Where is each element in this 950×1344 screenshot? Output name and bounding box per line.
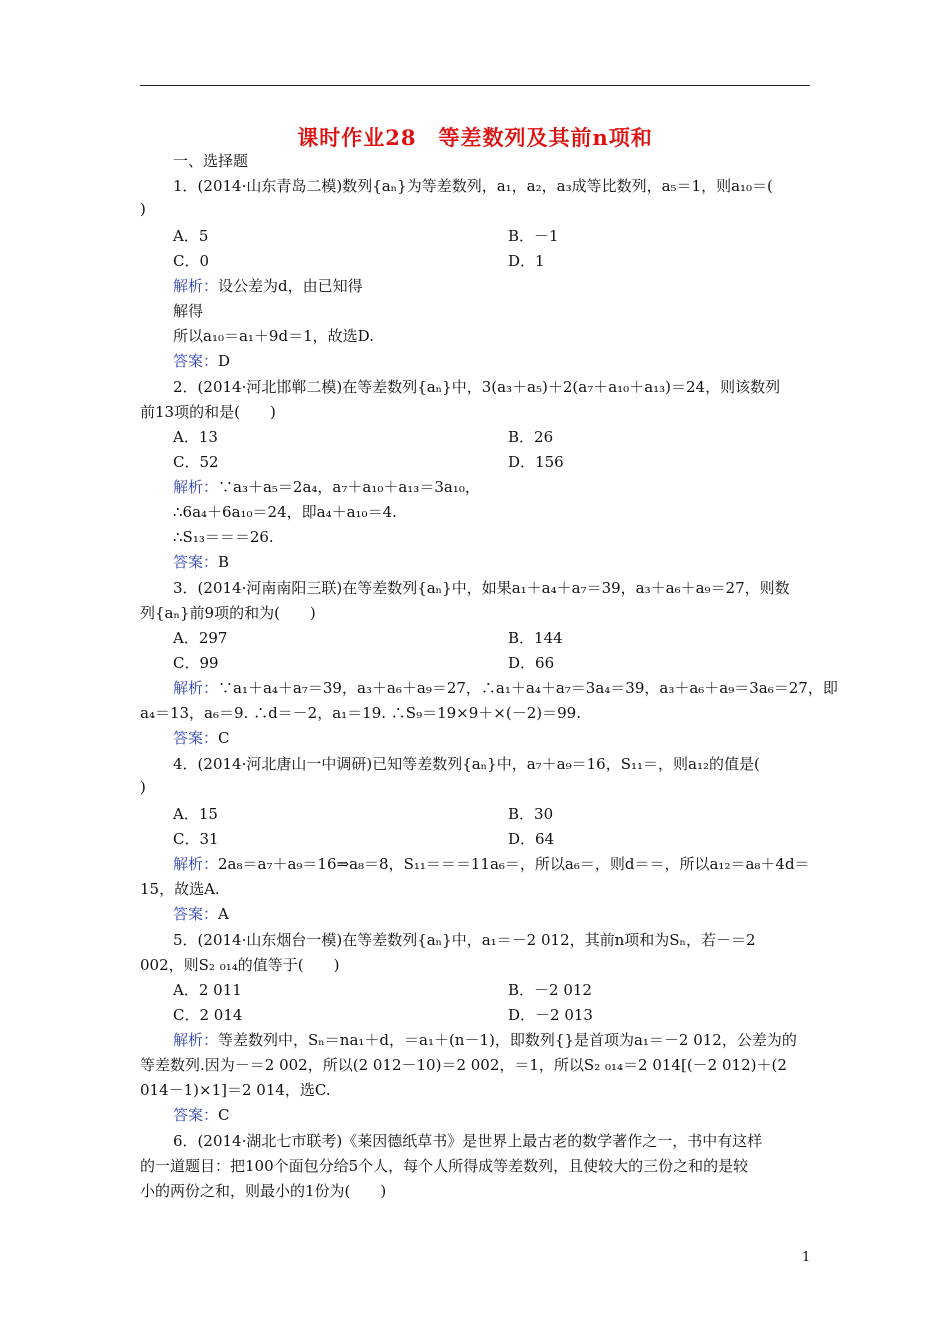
q5-analysis-text-2: 等差数列.因为－＝2 002，所以(2 012－10)＝2 002，＝1，所以S₂ ₀₁₄＝2 014[(－2 012)＋(2 [140,1056,787,1074]
q1-stem-line1: 1．(2014·山东青岛二模)数列{aₙ}为等差数列，a₁，a₂，a₃成等比数列，a₅＝1，则a₁₀＝( [173,177,773,195]
q5-analysis [173,1029,810,1050]
q1-option-c: C．0 [173,252,210,270]
analysis-label: 解析： [173,855,219,873]
q1-analysis-text-1: 设公差为d，由已知得 [218,277,363,295]
header-rule [140,85,810,86]
q3-stem-line1: 3．(2014·河南南阳三联)在等差数列{aₙ}中，如果a₁＋a₄＋a₇＝39，a₃＋a₆＋a₉＝27，则数 [173,579,790,597]
q5-analysis-text-3: 014－1)×1]＝2 014，选C. [140,1081,331,1099]
q3-option-c: C．99 [173,654,219,672]
analysis-label: 解析： [173,277,219,295]
q2-analysis-text-1: ∵a₃＋a₅＝2a₄，a₇＋a₁₀＋a₁₃＝3a₁₀， [218,478,480,496]
q4-option-b: B．30 [508,805,554,823]
q1-option-b: B．－1 [508,227,559,245]
q1-option-a: A．5 [173,227,209,245]
answer-label: 答案： [173,729,219,747]
q3-stem-line2: 列{aₙ}前9项的和为( ) [140,604,316,622]
q2-option-c: C．52 [173,453,219,471]
answer-label: 答案： [173,905,219,923]
q3-analysis [173,677,838,698]
q3-answer-value: C [218,729,230,747]
q3-option-a: A．297 [173,629,228,647]
q3-option-d: D．66 [508,654,555,672]
q4-option-d: D．64 [508,830,555,848]
q6-stem-line2: 的一道题目：把100个面包分给5个人，每个人所得成等差数列，且使较大的三份之和的是较 [140,1157,749,1175]
q4-option-a: A．15 [173,805,218,823]
q1-stem-line2: ) [140,200,146,218]
q2-stem-line1: 2．(2014·河北邯郸二模)在等差数列{aₙ}中，3(a₃＋a₅)＋2(a₇＋a₁₀＋a₁₃)＝24，则该数列 [173,378,781,396]
q1-analysis-text-3: 所以a₁₀＝a₁＋9d＝1，故选D. [173,327,374,345]
analysis-label: 解析： [173,1031,219,1049]
page-number: 1 [802,1250,811,1265]
q4-answer-value: A [218,905,229,923]
q2-analysis [173,476,810,497]
q4-option-c: C．31 [173,830,219,848]
q5-option-a: A．2 011 [173,981,242,999]
q3-option-b: B．144 [508,629,563,647]
q1-answer-value: D [218,352,231,370]
q1-analysis-text-2: 解得 [173,302,204,320]
q2-option-d: D．156 [508,453,564,471]
q1-analysis [173,275,810,296]
q3-analysis-text-1: ∵a₁＋a₄＋a₇＝39，a₃＋a₆＋a₉＝27，∴a₁＋a₄＋a₇＝3a₄＝39，a₃＋a₆＋a₉＝3a₆＝27，即 [218,679,838,697]
q2-answer [173,551,810,572]
q2-stem-line2: 前13项的和是( ) [140,403,276,421]
answer-label: 答案： [173,553,219,571]
q4-stem-line2: ) [140,778,146,796]
q4-analysis-text-1: 2a₈＝a₇＋a₉＝16⇒a₈＝8，S₁₁＝＝＝11a₆＝，所以a₆＝，则d＝＝，所以a₁₂＝a₈＋4d＝ [218,855,810,873]
page-title: 课时作业28 等差数列及其前n项和 [297,125,653,150]
q5-answer [173,1104,810,1125]
q2-answer-value: B [218,553,230,571]
q2-option-b: B．26 [508,428,554,446]
q4-answer [173,903,810,924]
q6-stem-line3: 小的两份之和，则最小的1份为( ) [140,1182,387,1200]
q5-option-b: B．－2 012 [508,981,592,999]
q5-option-d: D．－2 013 [508,1006,593,1024]
analysis-label: 解析： [173,679,219,697]
q4-analysis [173,853,810,874]
q5-stem-line1: 5．(2014·山东烟台一模)在等差数列{aₙ}中，a₁＝－2 012，其前n项和为Sₙ，若－＝2 [173,931,756,949]
q2-analysis-text-3: ∴S₁₃＝＝＝26. [173,528,274,546]
q5-analysis-text-1: 等差数列中，Sₙ＝na₁＋d，＝a₁＋(n－1)，即数列{}是首项为a₁＝－2 012，公差为的 [218,1031,797,1049]
q4-analysis-text-2: 15，故选A. [140,880,220,898]
answer-label: 答案： [173,352,219,370]
q6-stem-line1: 6．(2014·湖北七市联考)《莱因德纸草书》是世界上最古老的数学著作之一，书中有这样 [173,1132,763,1150]
section-heading: 一、选择题 [173,152,249,170]
q2-option-a: A．13 [173,428,218,446]
q3-answer [173,727,810,748]
analysis-label: 解析： [173,478,219,496]
q4-stem-line1: 4．(2014·河北唐山一中调研)已知等差数列{aₙ}中，a₇＋a₉＝16，S₁₁＝，则a₁₂的值是( [173,755,760,773]
answer-label: 答案： [173,1106,219,1124]
q5-answer-value: C [218,1106,230,1124]
q1-option-d: D．1 [508,252,545,270]
q3-analysis-text-2: a₄＝13，a₆＝9. ∴d＝－2，a₁＝19. ∴S₉＝19×9＋×(－2)＝99. [140,704,581,722]
q5-stem-line2: 002，则S₂ ₀₁₄的值等于( ) [140,956,340,974]
q1-answer [173,350,810,371]
q2-analysis-text-2: ∴6a₄＋6a₁₀＝24，即a₄＋a₁₀＝4. [173,503,397,521]
q5-option-c: C．2 014 [173,1006,243,1024]
